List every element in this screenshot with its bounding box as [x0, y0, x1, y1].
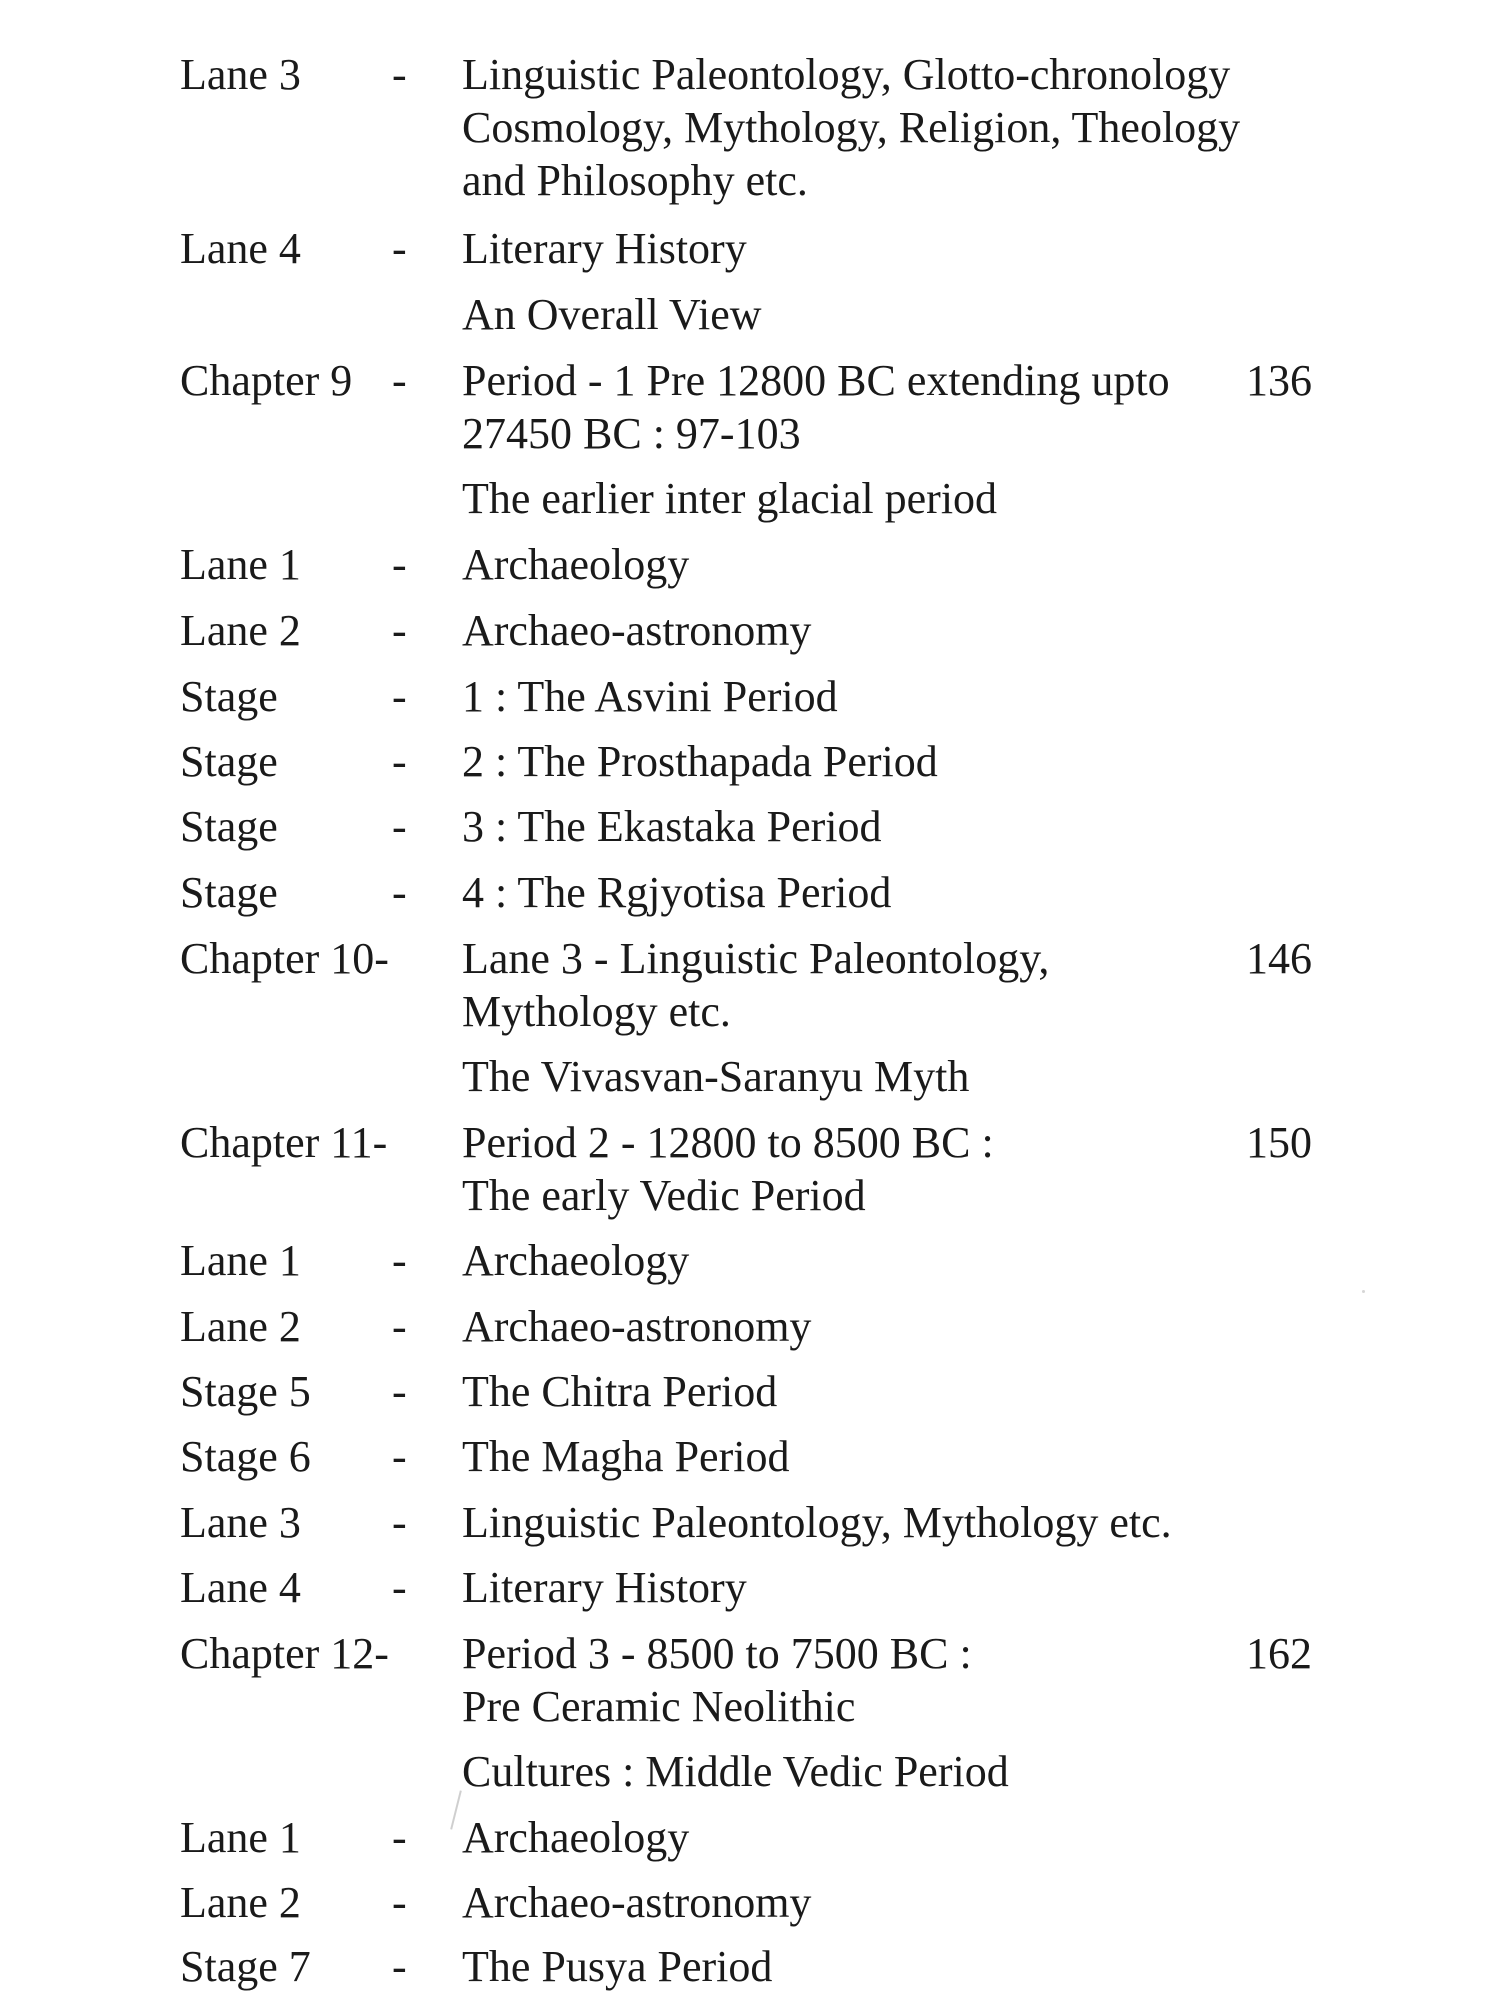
toc-entry-text [462, 604, 1312, 657]
toc-entry-line: Period - 1 Pre 12800 BC extending upto [462, 356, 1170, 405]
toc-entry-text [462, 1300, 1312, 1353]
toc-dash: - [392, 672, 407, 721]
toc-dash: - [392, 1302, 407, 1351]
toc-dash: - [392, 1432, 407, 1481]
toc-label: Stage 6 [180, 1432, 311, 1481]
toc-entry-line: Lane 3 - Linguistic Paleontology, [462, 934, 1050, 983]
toc-dash: - [392, 1563, 407, 1612]
toc-entry-line: Literary History [462, 1563, 747, 1612]
scan-mark [450, 1790, 462, 1829]
toc-label: Stage [180, 672, 278, 721]
toc-entry-line: The Chitra Period [462, 1367, 778, 1416]
toc-entry-line: 27450 BC : 97-103 [462, 409, 801, 458]
toc-label: Lane 2 [180, 1878, 301, 1927]
toc-label: Lane 4 [180, 224, 301, 273]
toc-dash: - [392, 1878, 407, 1927]
toc-entry-line: Archaeology [462, 1236, 690, 1285]
toc-entry-text [462, 48, 1312, 207]
toc-label: Chapter 10- [180, 934, 389, 983]
toc-label: Lane 1 [180, 540, 301, 589]
toc-dash: - [392, 1367, 407, 1416]
toc-entry-line: Archaeo-astronomy [462, 1302, 812, 1351]
toc-dash: - [392, 606, 407, 655]
toc-entry-text [462, 1876, 1312, 1929]
toc-dash: - [392, 224, 407, 273]
toc-entry-text [462, 472, 1312, 525]
toc-entry-line: The Magha Period [462, 1432, 790, 1481]
toc-entry-text [462, 1940, 1312, 1993]
toc-dash: - [392, 1813, 407, 1862]
toc-page-number: 162 [1246, 1629, 1312, 1678]
toc-label: Lane 1 [180, 1813, 301, 1862]
toc-entry-line: 1 : The Asvini Period [462, 672, 838, 721]
toc-entry-text [462, 222, 1312, 275]
toc-dash: - [392, 1498, 407, 1547]
toc-entry-line: Period 3 - 8500 to 7500 BC : [462, 1629, 972, 1678]
toc-entry-text [462, 1430, 1312, 1483]
toc-label: Chapter 9 [180, 356, 353, 405]
toc-entry-text [462, 1116, 1312, 1222]
toc-entry-text [462, 800, 1312, 853]
toc-entry-text [462, 538, 1312, 591]
toc-page-number: 146 [1246, 934, 1312, 983]
toc-entry-text [462, 1745, 1312, 1798]
toc-dash: - [392, 356, 407, 405]
toc-dash: - [392, 737, 407, 786]
toc-dash: - [392, 50, 407, 99]
toc-entry-line: Linguistic Paleontology, Glotto-chronology [462, 50, 1231, 99]
toc-entry-text [462, 1561, 1312, 1614]
toc-entry-text [462, 1234, 1312, 1287]
toc-entry-line: Archaeo-astronomy [462, 606, 812, 655]
toc-entry-line: 3 : The Ekastaka Period [462, 802, 882, 851]
toc-entry-text [462, 1365, 1312, 1418]
toc-entry-line: The Vivasvan-Saranyu Myth [462, 1052, 970, 1101]
toc-page-number: 136 [1246, 356, 1312, 405]
toc-entry-line: The Pusya Period [462, 1942, 773, 1991]
toc-dash: - [392, 540, 407, 589]
toc-label: Lane 1 [180, 1236, 301, 1285]
toc-entry-text [462, 670, 1312, 723]
toc-label: Lane 2 [180, 606, 301, 655]
toc-label: Stage [180, 868, 278, 917]
toc-entry-line: Mythology etc. [462, 987, 731, 1036]
toc-label: Stage 5 [180, 1367, 311, 1416]
toc-entry-line: 2 : The Prosthapada Period [462, 737, 938, 786]
toc-label: Chapter 12- [180, 1629, 389, 1678]
toc-entry-line: 4 : The Rgjyotisa Period [462, 868, 892, 917]
toc-dash: - [392, 1236, 407, 1285]
toc-entry-line: An Overall View [462, 290, 762, 339]
toc-entry-line: Linguistic Paleontology, Mythology etc. [462, 1498, 1172, 1547]
toc-label: Lane 4 [180, 1563, 301, 1612]
toc-entry-text [462, 1811, 1312, 1864]
toc-dash: - [392, 868, 407, 917]
toc-entry-text [462, 1627, 1312, 1733]
toc-entry-line: Archaeology [462, 540, 690, 589]
toc-entry-text [462, 1050, 1312, 1103]
toc-entry-text [462, 354, 1312, 460]
toc-entry-text [462, 735, 1312, 788]
toc-entry-text [462, 288, 1312, 341]
toc-entry-line: Archaeo-astronomy [462, 1878, 812, 1927]
toc-entry-line: and Philosophy etc. [462, 156, 808, 205]
toc-label: Lane 3 [180, 50, 301, 99]
toc-page-number: 150 [1246, 1118, 1312, 1167]
toc-dash: - [392, 802, 407, 851]
toc-entry-line: The early Vedic Period [462, 1171, 866, 1220]
toc-label: Lane 3 [180, 1498, 301, 1547]
toc-label: Stage 7 [180, 1942, 311, 1991]
toc-label: Stage [180, 737, 278, 786]
toc-entry-text [462, 1496, 1312, 1549]
toc-label: Chapter 11- [180, 1118, 388, 1167]
toc-entry-line: Cosmology, Mythology, Religion, Theology [462, 103, 1241, 152]
toc-label: Stage [180, 802, 278, 851]
toc-entry-text [462, 866, 1312, 919]
toc-entry-line: Archaeology [462, 1813, 690, 1862]
toc-label: Lane 2 [180, 1302, 301, 1351]
toc-entry-text [462, 932, 1312, 1038]
toc-entry-line: Pre Ceramic Neolithic [462, 1682, 856, 1731]
toc-entry-line: The earlier inter glacial period [462, 474, 998, 523]
scan-speck [1362, 1290, 1365, 1293]
toc-dash: - [392, 1942, 407, 1991]
toc-entry-line: Cultures : Middle Vedic Period [462, 1747, 1009, 1796]
toc-entry-line: Literary History [462, 224, 747, 273]
toc-entry-line: Period 2 - 12800 to 8500 BC : [462, 1118, 994, 1167]
